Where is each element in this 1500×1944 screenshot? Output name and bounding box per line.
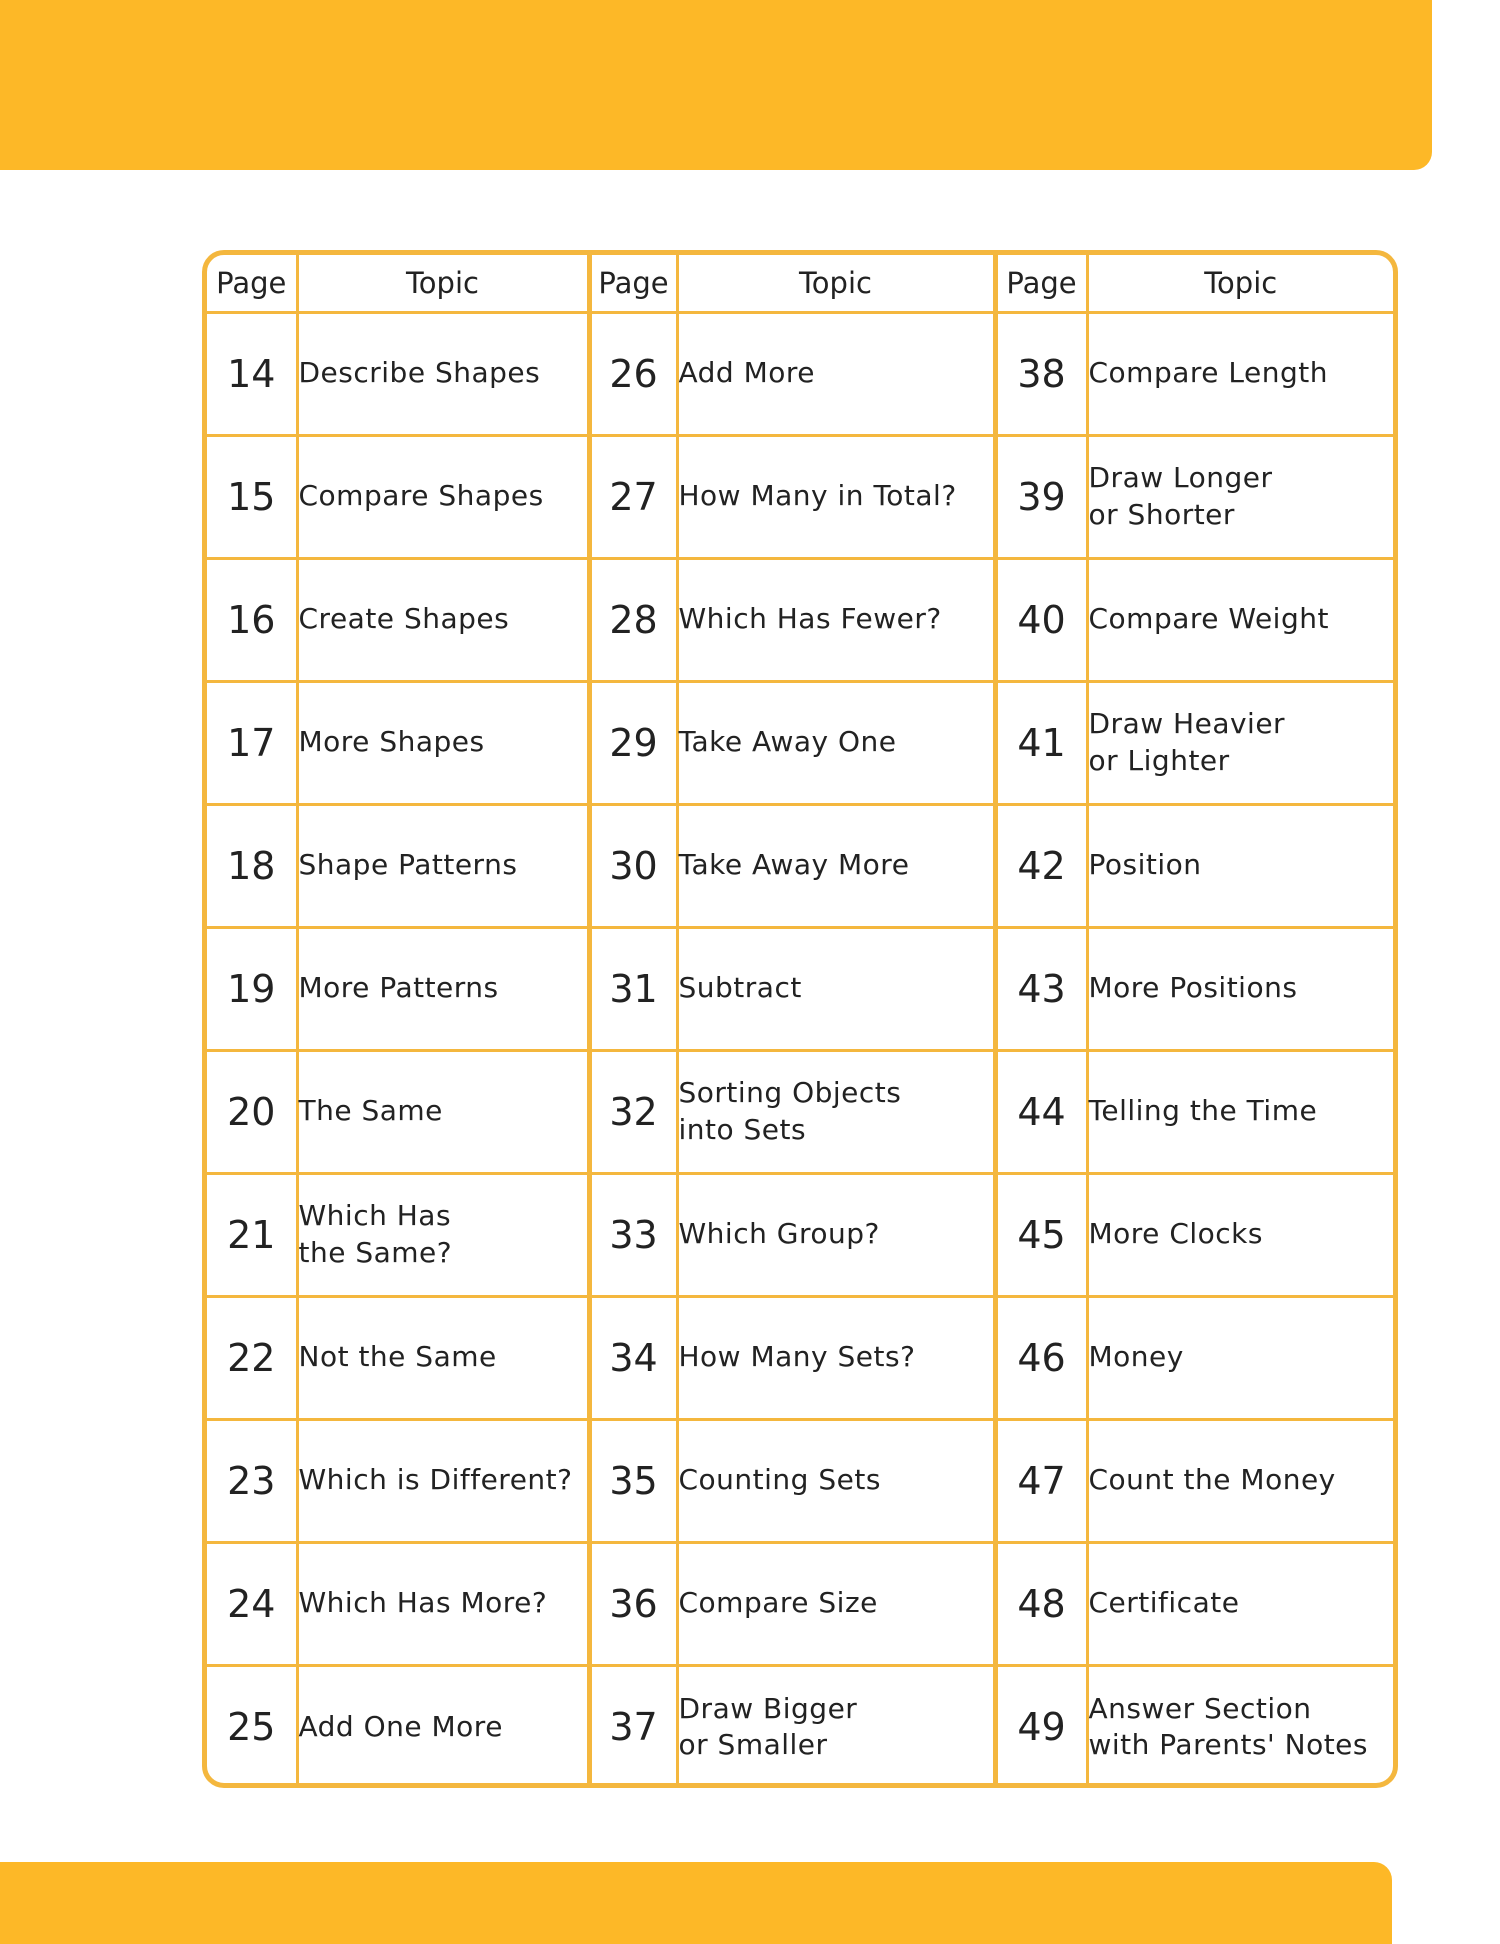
header-row xyxy=(207,255,1393,312)
topic-title xyxy=(1087,804,1393,927)
header-banner xyxy=(0,0,1432,170)
topic-line: Add One More xyxy=(298,1710,503,1744)
topic-line: Compare Shapes xyxy=(298,479,544,513)
topic-line: The Same xyxy=(298,1094,443,1128)
topic-title xyxy=(297,1665,589,1788)
topic-title xyxy=(677,681,995,804)
topic-title xyxy=(1087,1173,1393,1296)
page-number: 46 xyxy=(995,1296,1087,1419)
topic-line: How Many in Total? xyxy=(678,479,957,513)
topic-header: Topic xyxy=(1087,255,1393,312)
topic-line: Draw Bigger xyxy=(678,1691,858,1725)
page-number: 33 xyxy=(589,1173,677,1296)
topic-line: Describe Shapes xyxy=(298,356,541,390)
topic-header: Topic xyxy=(297,255,589,312)
topic-line: Subtract xyxy=(678,971,802,1005)
page-number: 36 xyxy=(589,1542,677,1665)
topic-title xyxy=(297,927,589,1050)
topic-title xyxy=(297,681,589,804)
topic-line: More Shapes xyxy=(298,725,485,759)
topic-line: Sorting Objects xyxy=(678,1076,902,1110)
page-number: 24 xyxy=(207,1542,297,1665)
topic-title xyxy=(297,1419,589,1542)
page-number: 35 xyxy=(589,1419,677,1542)
topic-title xyxy=(297,1296,589,1419)
topic-title xyxy=(1087,558,1393,681)
page-number: 14 xyxy=(207,312,297,435)
table-row xyxy=(207,1665,1393,1788)
topic-title xyxy=(1087,1419,1393,1542)
topic-line: Draw Longer xyxy=(1088,461,1273,495)
table-of-contents xyxy=(202,250,1398,1788)
topic-line: More Clocks xyxy=(1088,1217,1263,1251)
topic-line: Telling the Time xyxy=(1088,1094,1318,1128)
page-number: 43 xyxy=(995,927,1087,1050)
page-number: 32 xyxy=(589,1050,677,1173)
page-number: 42 xyxy=(995,804,1087,927)
page-number: 18 xyxy=(207,804,297,927)
topic-line: Take Away More xyxy=(678,848,910,882)
topic-title xyxy=(677,312,995,435)
topic-line: Which Has More? xyxy=(298,1586,548,1620)
topic-title xyxy=(297,1050,589,1173)
topic-line: Which Group? xyxy=(678,1217,880,1251)
topic-line: Take Away One xyxy=(678,725,897,759)
topic-line: Compare Weight xyxy=(1088,602,1329,636)
topic-line: Add More xyxy=(678,356,816,390)
page-number: 39 xyxy=(995,435,1087,558)
page-number: 21 xyxy=(207,1173,297,1296)
page-number: 29 xyxy=(589,681,677,804)
page-number: 45 xyxy=(995,1173,1087,1296)
table-row xyxy=(207,312,1393,435)
topic-line: Money xyxy=(1088,1340,1184,1374)
topic-line: Certificate xyxy=(1088,1586,1240,1620)
topic-title xyxy=(677,1419,995,1542)
topic-title xyxy=(677,1173,995,1296)
table-row xyxy=(207,804,1393,927)
page-number: 48 xyxy=(995,1542,1087,1665)
page-number: 17 xyxy=(207,681,297,804)
topic-title xyxy=(677,558,995,681)
topic-title xyxy=(677,1050,995,1173)
topic-title xyxy=(1087,312,1393,435)
topic-line: or Smaller xyxy=(678,1728,828,1762)
topic-title xyxy=(1087,681,1393,804)
page-number: 47 xyxy=(995,1419,1087,1542)
table-row xyxy=(207,681,1393,804)
footer-banner xyxy=(0,1862,1392,1944)
topic-line: How Many Sets? xyxy=(678,1340,916,1374)
table-row xyxy=(207,1296,1393,1419)
page-number: 49 xyxy=(995,1665,1087,1788)
page-header: Page xyxy=(589,255,677,312)
topic-line: or Shorter xyxy=(1088,497,1235,531)
table-row xyxy=(207,1419,1393,1542)
table-row xyxy=(207,1050,1393,1173)
topic-line: Create Shapes xyxy=(298,602,510,636)
topic-line: More Patterns xyxy=(298,971,499,1005)
topic-title xyxy=(677,927,995,1050)
topic-title xyxy=(297,558,589,681)
page-number: 37 xyxy=(589,1665,677,1788)
topic-title xyxy=(297,1173,589,1296)
topic-title xyxy=(1087,435,1393,558)
table-row xyxy=(207,558,1393,681)
topic-line: Compare Length xyxy=(1088,356,1328,390)
topic-title xyxy=(297,804,589,927)
topic-title xyxy=(1087,1542,1393,1665)
table-row xyxy=(207,927,1393,1050)
table-row xyxy=(207,1173,1393,1296)
topic-title xyxy=(1087,1296,1393,1419)
topic-line: Counting Sets xyxy=(678,1463,881,1497)
page-number: 38 xyxy=(995,312,1087,435)
topic-title xyxy=(677,1542,995,1665)
topic-title xyxy=(297,312,589,435)
topic-line: Shape Patterns xyxy=(298,848,518,882)
topic-header: Topic xyxy=(677,255,995,312)
page-number: 41 xyxy=(995,681,1087,804)
topic-line: or Lighter xyxy=(1088,743,1230,777)
topic-title xyxy=(677,1665,995,1788)
topic-line: More Positions xyxy=(1088,971,1298,1005)
topic-line: with Parents' Notes xyxy=(1088,1728,1368,1762)
topic-title xyxy=(677,435,995,558)
page-number: 20 xyxy=(207,1050,297,1173)
topic-line: Not the Same xyxy=(298,1340,497,1374)
page-number: 44 xyxy=(995,1050,1087,1173)
page-number: 30 xyxy=(589,804,677,927)
page-number: 28 xyxy=(589,558,677,681)
topic-title xyxy=(677,804,995,927)
table-row xyxy=(207,435,1393,558)
topic-title xyxy=(677,1296,995,1419)
topic-title xyxy=(1087,927,1393,1050)
topic-title xyxy=(297,435,589,558)
topic-line: into Sets xyxy=(678,1112,807,1146)
topic-line: Which Has Fewer? xyxy=(678,602,942,636)
page-number: 15 xyxy=(207,435,297,558)
contents-body xyxy=(207,312,1393,1788)
topic-line: Answer Section xyxy=(1088,1691,1312,1725)
topic-line: Which is Different? xyxy=(298,1463,573,1497)
topic-line: Compare Size xyxy=(678,1586,878,1620)
page-number: 31 xyxy=(589,927,677,1050)
table-row xyxy=(207,1542,1393,1665)
topic-line: Position xyxy=(1088,848,1202,882)
topic-title xyxy=(297,1542,589,1665)
topic-line: Which Has xyxy=(298,1199,452,1233)
page-number: 22 xyxy=(207,1296,297,1419)
page-number: 16 xyxy=(207,558,297,681)
page-header: Page xyxy=(995,255,1087,312)
topic-title xyxy=(1087,1665,1393,1788)
page-number: 26 xyxy=(589,312,677,435)
page-number: 25 xyxy=(207,1665,297,1788)
page-number: 34 xyxy=(589,1296,677,1419)
topic-title xyxy=(1087,1050,1393,1173)
page-number: 27 xyxy=(589,435,677,558)
topic-line: Count the Money xyxy=(1088,1463,1336,1497)
page-header: Page xyxy=(207,255,297,312)
page-number: 40 xyxy=(995,558,1087,681)
contents-table xyxy=(207,255,1393,1788)
topic-line: Draw Heavier xyxy=(1088,707,1286,741)
page-number: 23 xyxy=(207,1419,297,1542)
topic-line: the Same? xyxy=(298,1235,453,1269)
page-number: 19 xyxy=(207,927,297,1050)
